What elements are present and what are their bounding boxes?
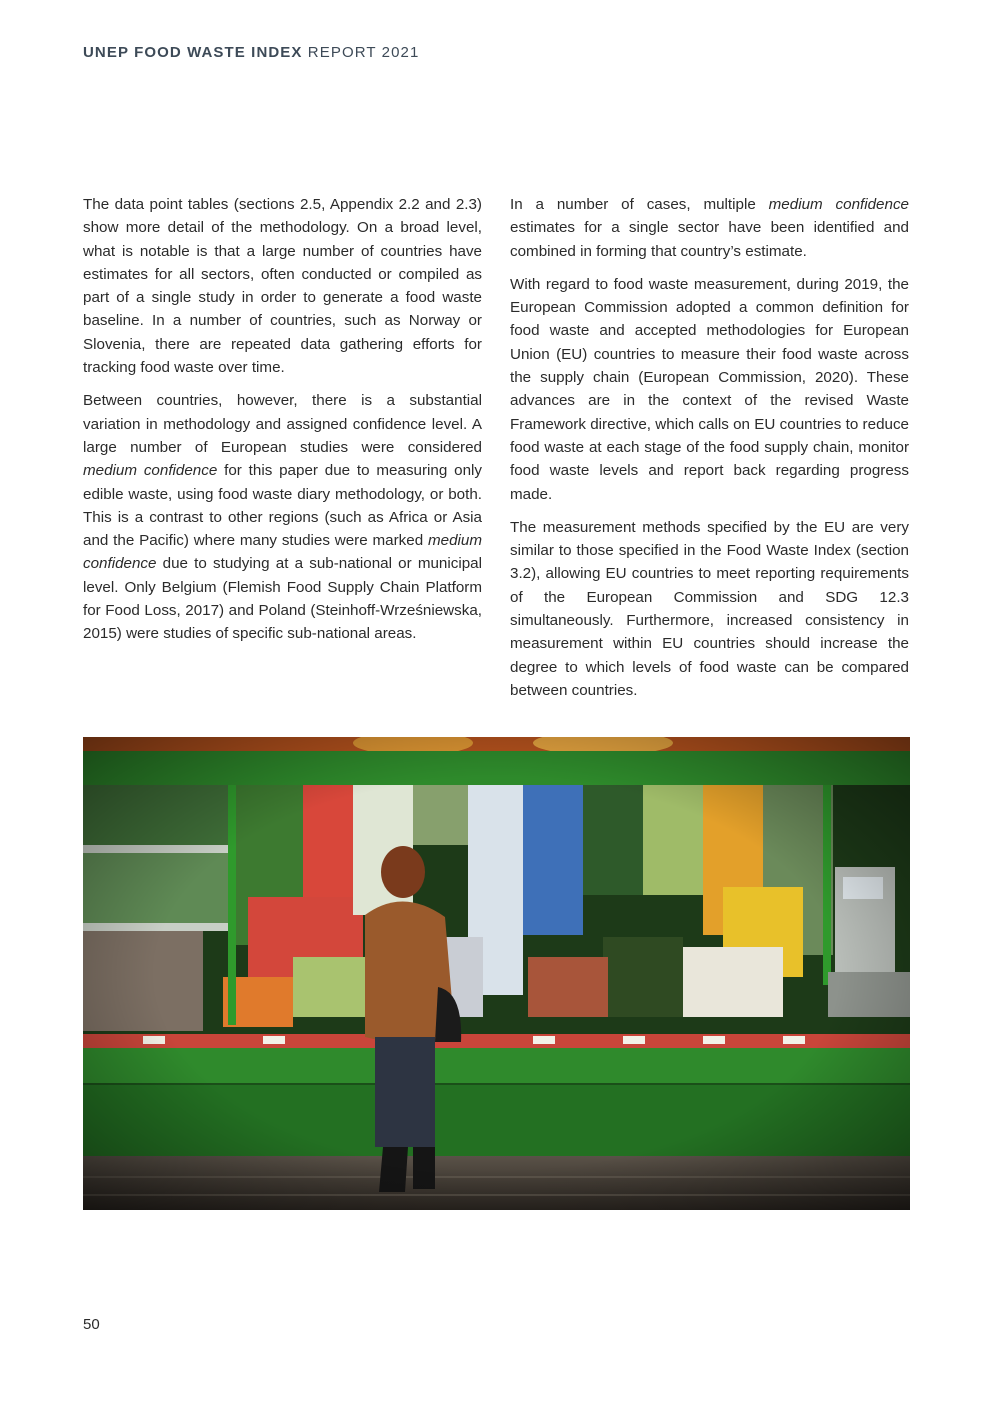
- right-p1-text-b: estimates for a single sector have been identified and combined in forming that country’s estimate.: [510, 219, 909, 260]
- right-p1-emphasis: medium confidence: [768, 196, 909, 213]
- photo-illustration: [83, 737, 910, 1210]
- page-number: 50: [83, 1316, 100, 1333]
- left-p2-emphasis-2: medium confidence: [83, 532, 482, 573]
- right-p1-text-a: In a number of cases, multiple: [510, 196, 769, 213]
- right-paragraph-2: With regard to food waste measurement, during 2019, the European Commission adopted a common definition for food waste and accepted methodologies for European Union (EU) countries to measure their food waste across the supply chain (European Commission, 2020). These advances are in the context of the revised Waste Framework directive, which calls on EU countries to reduce food waste at each stage of the food supply chain, monitor food waste levels and report back regarding progress made.: [510, 275, 909, 503]
- supermarket-produce-photo: [83, 737, 910, 1210]
- report-year: REPORT 2021: [307, 44, 420, 61]
- report-header: [83, 44, 419, 61]
- left-p2-text-b: for this paper due to measuring only edible waste, using food waste diary methodology, or both. This is a contrast to other regions (such as Africa or Asia and the Pacific) where many studies were marked: [83, 462, 482, 550]
- report-brand: UNEP FOOD WASTE INDEX: [83, 44, 303, 61]
- left-p2-text-a: Between countries, however, there is a substantial variation in methodology and assigned confidence level. A large number of European studies were considered: [83, 392, 482, 456]
- left-p2-text-c: due to studying at a sub-national or municipal level. Only Belgium (Flemish Food Supply Chain Platform for Food Loss, 2017) and Poland (Steinhoff-Wrześniewska, 2015) were studies of specific sub-national areas.: [83, 555, 482, 643]
- left-paragraph-1: The data point tables (sections 2.5, Appendix 2.2 and 2.3) show more detail of the methodology. On a broad level, what is notable is that a large number of countries have estimates for all sectors, often conducted or compiled as part of a single study in order to generate a food waste baseline. In a number of countries, such as Norway or Slovenia, there are repeated data gathering efforts for tracking food waste over time.: [83, 196, 482, 377]
- right-paragraph-1: [510, 193, 909, 263]
- right-paragraph-3: The measurement methods specified by the EU are very similar to those specified in the Food Waste Index (section 3.2), allowing EU countries to meet reporting requirements of the European Commission and SDG 12.3 simultaneously. Furthermore, increased consistency in measurement within EU countries should increase the degree to which levels of food waste can be compared between countries.: [510, 518, 909, 699]
- right-column: [510, 193, 909, 712]
- left-paragraph-2: [83, 389, 482, 645]
- left-column: [83, 193, 482, 656]
- left-p2-emphasis-1: medium confidence: [83, 462, 218, 480]
